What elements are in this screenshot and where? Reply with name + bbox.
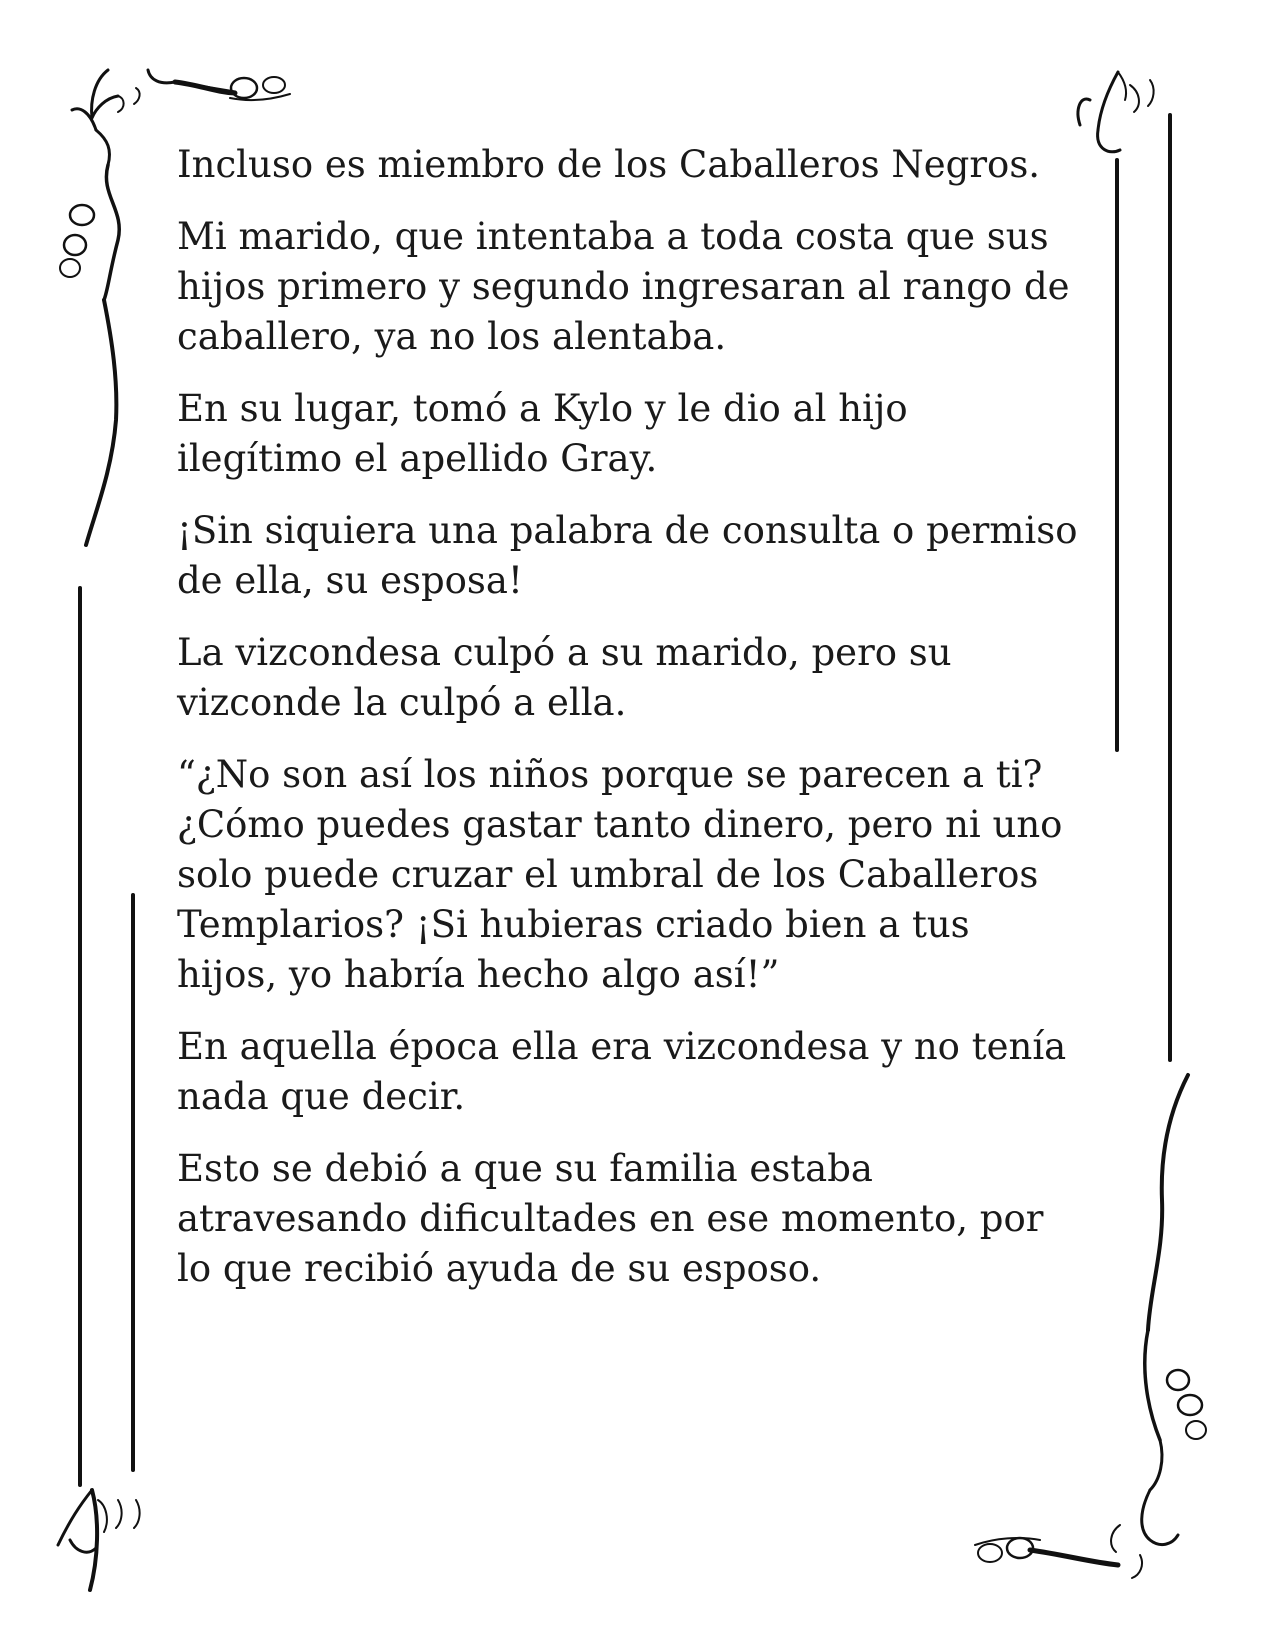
text-line: Incluso es miembro de los Caballeros Negros. — [177, 143, 1041, 186]
text-line: atravesando dificultades en ese momento, por — [177, 1197, 1044, 1240]
text-line: hijos primero y segundo ingresaran al rango de — [177, 265, 1070, 308]
text-line: Templarios? ¡Si hubieras criado bien a tus — [177, 903, 970, 946]
text-line: La vizcondesa culpó a su marido, pero su — [177, 631, 952, 674]
text-line: En su lugar, tomó a Kylo y le dio al hijo — [177, 387, 908, 430]
text-line: ilegítimo el apellido Gray. — [177, 437, 658, 480]
text-line: lo que recibió ayuda de su esposo. — [177, 1247, 822, 1290]
text-line: ¿Cómo puedes gastar tanto dinero, pero ni uno — [177, 803, 1063, 846]
text-line: hijos, yo habría hecho algo así!” — [177, 953, 780, 996]
paragraph — [177, 140, 1107, 190]
paragraph — [177, 384, 1107, 484]
text-line: solo puede cruzar el umbral de los Caballeros — [177, 853, 1039, 896]
paragraph — [177, 212, 1107, 362]
text-line: caballero, ya no los alentaba. — [177, 315, 727, 358]
paragraph — [177, 506, 1107, 606]
body-text — [177, 140, 1107, 1316]
paragraph — [177, 1144, 1107, 1294]
text-line: Mi marido, que intentaba a toda costa que sus — [177, 215, 1049, 258]
paragraph — [177, 750, 1107, 1000]
text-line: de ella, su esposa! — [177, 559, 523, 602]
text-line: vizconde la culpó a ella. — [177, 681, 627, 724]
text-line: nada que decir. — [177, 1075, 466, 1118]
paragraph — [177, 1022, 1107, 1122]
text-line: ¡Sin siquiera una palabra de consulta o permiso — [177, 509, 1078, 552]
text-line: “¿No son así los niños porque se parecen a ti? — [177, 753, 1043, 796]
paragraph — [177, 628, 1107, 728]
bottom-left-flourish-icon — [58, 1490, 140, 1590]
text-line: En aquella época ella era vizcondesa y no tenía — [177, 1025, 1067, 1068]
text-line: Esto se debió a que su familia estaba — [177, 1147, 873, 1190]
